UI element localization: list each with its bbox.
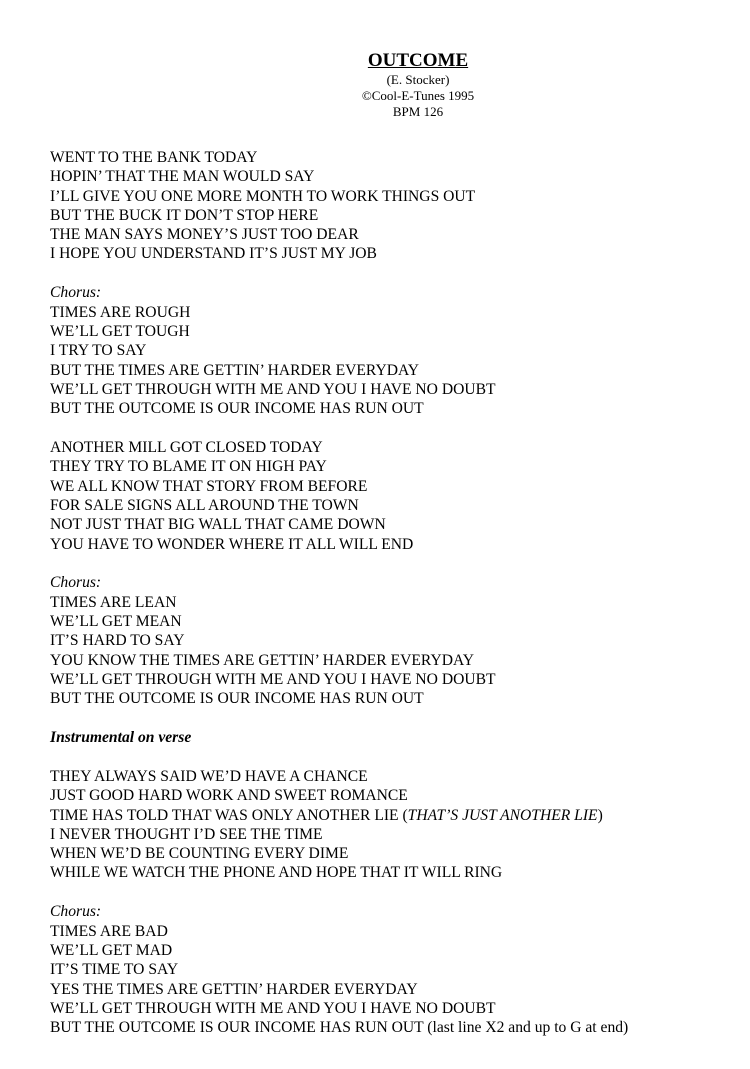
lyric-line: WE’LL GET THROUGH WITH ME AND YOU I HAVE NO DOUBT	[50, 380, 496, 398]
lyric-line: WE’LL GET THROUGH WITH ME AND YOU I HAVE NO DOUBT	[50, 670, 496, 688]
lyric-line: BUT THE OUTCOME IS OUR INCOME HAS RUN OUT	[50, 400, 424, 418]
lyric-line: THEY TRY TO BLAME IT ON HIGH PAY	[50, 458, 327, 476]
lyric-line: FOR SALE SIGNS ALL AROUND THE TOWN	[50, 496, 359, 514]
lyric-line: WE’LL GET TOUGH	[50, 322, 190, 340]
lyric-line: BUT THE TIMES ARE GETTIN’ HARDER EVERYDAY	[50, 361, 420, 379]
lyric-line: BUT THE OUTCOME IS OUR INCOME HAS RUN OUT (last line X2 and up to G at end)	[50, 1019, 629, 1037]
lyric-line	[50, 806, 628, 825]
lyric-line: NOT JUST THAT BIG WALL THAT CAME DOWN	[50, 516, 386, 534]
lyric-line: THE MAN SAYS MONEY’S JUST TOO DEAR	[50, 226, 359, 244]
lyric-line: WE ALL KNOW THAT STORY FROM BEFORE	[50, 477, 368, 495]
lyric-line: WHILE WE WATCH THE PHONE AND HOPE THAT IT WILL RING	[50, 864, 503, 882]
lyric-line: BUT THE OUTCOME IS OUR INCOME HAS RUN OUT	[50, 690, 424, 708]
lyric-line: TIMES ARE ROUGH	[50, 303, 191, 321]
lyric-line: YES THE TIMES ARE GETTIN’ HARDER EVERYDAY	[50, 980, 418, 998]
lyric-line: I NEVER THOUGHT I’D SEE THE TIME	[50, 825, 323, 843]
chorus-label: Chorus:	[50, 574, 102, 592]
chorus-block	[50, 902, 628, 1037]
verse-block	[50, 148, 628, 264]
lyric-line: HOPIN’ THAT THE MAN WOULD SAY	[50, 168, 315, 186]
lyric-line: THEY ALWAYS SAID WE’D HAVE A CHANCE	[50, 767, 368, 785]
lyric-line: IT’S TIME TO SAY	[50, 961, 179, 979]
lyric-line: IT’S HARD TO SAY	[50, 632, 185, 650]
instrumental-label: Instrumental on verse	[50, 729, 192, 747]
lyric-line: BUT THE BUCK IT DON’T STOP HERE	[50, 206, 319, 224]
chorus-label: Chorus:	[50, 284, 102, 302]
lyric-line: YOU KNOW THE TIMES ARE GETTIN’ HARDER EVERYDAY	[50, 651, 475, 669]
copyright-line: ©Cool-E-Tunes 1995	[361, 88, 475, 103]
lyric-line: WE’LL GET MEAN	[50, 613, 182, 631]
chorus-block	[50, 283, 628, 418]
song-header	[0, 50, 750, 120]
chorus-label: Chorus:	[50, 903, 102, 921]
lyric-segment: TIME HAS TOLD THAT WAS ONLY ANOTHER LIE (	[50, 806, 408, 824]
lyric-segment: )	[597, 806, 603, 824]
lyric-line: TIMES ARE LEAN	[50, 593, 177, 611]
chorus-block	[50, 573, 628, 708]
tempo-bpm: BPM 126	[392, 104, 444, 119]
verse-block	[50, 767, 628, 883]
lyrics-body	[50, 148, 628, 1057]
lyric-line: I TRY TO SAY	[50, 342, 147, 360]
lyric-line: I’LL GIVE YOU ONE MORE MONTH TO WORK THINGS OUT	[50, 187, 476, 205]
lyric-line: YOU HAVE TO WONDER WHERE IT ALL WILL END	[50, 535, 414, 553]
verse-block	[50, 438, 628, 554]
lyric-line: WE’LL GET MAD	[50, 941, 173, 959]
lyric-line: WENT TO THE BANK TODAY	[50, 149, 258, 166]
song-title: OUTCOME	[367, 50, 469, 71]
lyric-line: I HOPE YOU UNDERSTAND IT’S JUST MY JOB	[50, 245, 377, 263]
lyric-line: WE’LL GET THROUGH WITH ME AND YOU I HAVE NO DOUBT	[50, 999, 496, 1017]
song-author: (E. Stocker)	[386, 72, 450, 87]
lyric-line: WHEN WE’D BE COUNTING EVERY DIME	[50, 845, 349, 863]
backing-vocal-text: THAT’S JUST ANOTHER LIE	[407, 806, 598, 824]
instrumental-block	[50, 728, 628, 747]
lyric-line: ANOTHER MILL GOT CLOSED TODAY	[50, 439, 323, 457]
lyric-line: JUST GOOD HARD WORK AND SWEET ROMANCE	[50, 787, 408, 805]
lyric-line: TIMES ARE BAD	[50, 922, 168, 940]
